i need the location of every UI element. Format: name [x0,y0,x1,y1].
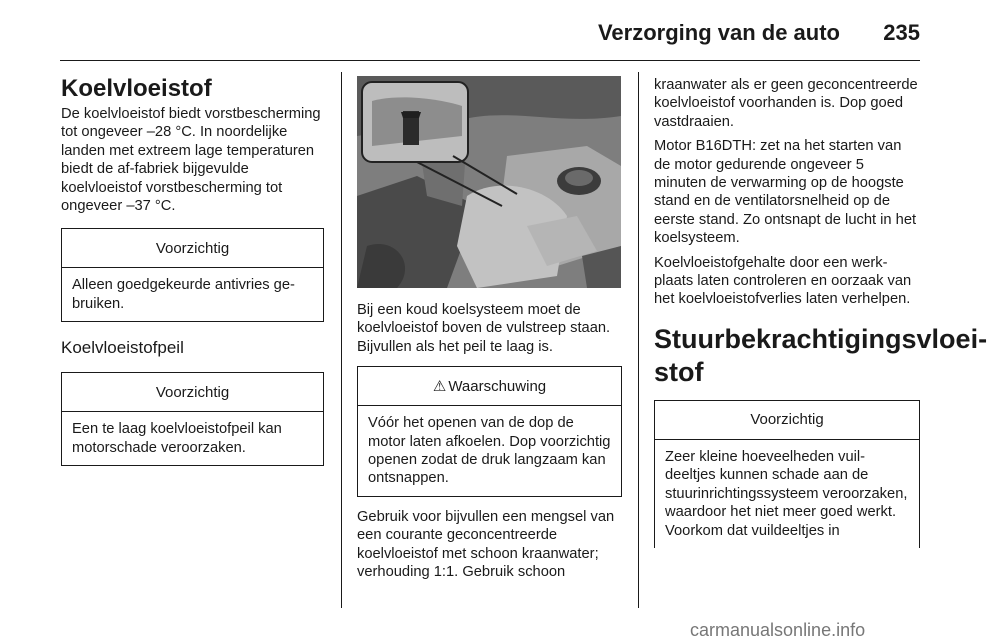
header-title: Verzorging van de auto [597,20,840,45]
caution-title: Voorzichtig [62,373,323,412]
section-heading-koelvloeistof: Koelvloeistof [61,75,212,102]
warning-text: Vóór het openen van de dop de motor laten afkoelen. Dop voorzichtig openen zodat de druk langzaam kan ontsnappen. [368,415,611,487]
coolant-reservoir-illustration [357,76,621,288]
continuation-paragraph: kraanwater als er geen geconcentreerde koelvloeistof voorhanden is. Dop goed vastdraaien. [654,77,918,130]
column-divider [638,72,639,608]
fill-level-paragraph: Bij een koud koelsysteem moet de koelvloeistof boven de vulstreep staan. Bijvullen als het peil te laag is. [357,302,611,355]
column-2 [357,76,622,581]
caution-text: Zeer kleine hoeveelheden vuildeeltjes kunnen schade aan de stuurinrichtingssysteem veroorzaken, waardoor het niet meer goed werkt. Voorkom dat vuildeeltjes in [665,448,908,539]
section-heading-stuurbekrachtiging: Stuurbekrachtigingsvloeistof [654,323,987,387]
mixture-paragraph: Gebruik voor bijvullen een mengsel van een courante geconcentreerde koelvloeistof met schoon kraanwater; verhouding 1:1. Gebruik schoon [357,508,615,581]
caution-title: Voorzichtig [655,401,919,440]
engine-bay-photo [357,76,621,288]
column-divider [341,72,342,608]
engine-b16dth-paragraph: Motor B16DTH: zet na het starten van de motor gedurende ongeveer 5 minuten de verwarming op de hoogste stand en de ventilatorsnelheid op de eerste stand. Zo ontsnapt de lucht in het koelsysteem. [654,138,917,247]
warning-box [357,366,622,497]
column-3 [654,76,987,548]
warning-title: Waarschuwing [448,377,547,395]
workshop-check-paragraph: Koelvloeistofgehalte door een werkplaats laten controleren en oorzaak van het koelvloeistofverlies laten verhelpen. [654,254,912,308]
subheading-koelvloeistofpeil: Koelvloeistofpeil [61,338,184,358]
caution-box [61,228,324,322]
caution-text: Een te laag koelvloeistofpeil kan motorschade veroorzaken. [72,421,282,456]
intro-paragraph: De koelvloeistof biedt vorstbescherming tot ongeveer –28 °C. In noordelijke landen met extreem lage temperaturen biedt de af-fabriek bijgevulde koelvloeistof vorstbescherming tot ongeveer –37 °C. [61,106,321,215]
warning-header [358,367,621,406]
watermark-copyright: carmanualsonline.info [690,620,866,640]
warning-triangle-icon: ⚠ [432,378,447,396]
column-1 [61,76,324,466]
caution-box [654,400,920,548]
caution-box [61,372,324,466]
page-number: 235 [883,20,920,45]
caution-title: Voorzichtig [62,229,323,268]
caution-text: Alleen goedgekeurde antivries gebruiken. [72,277,295,312]
page-header [60,14,920,44]
header-rule [60,60,920,61]
